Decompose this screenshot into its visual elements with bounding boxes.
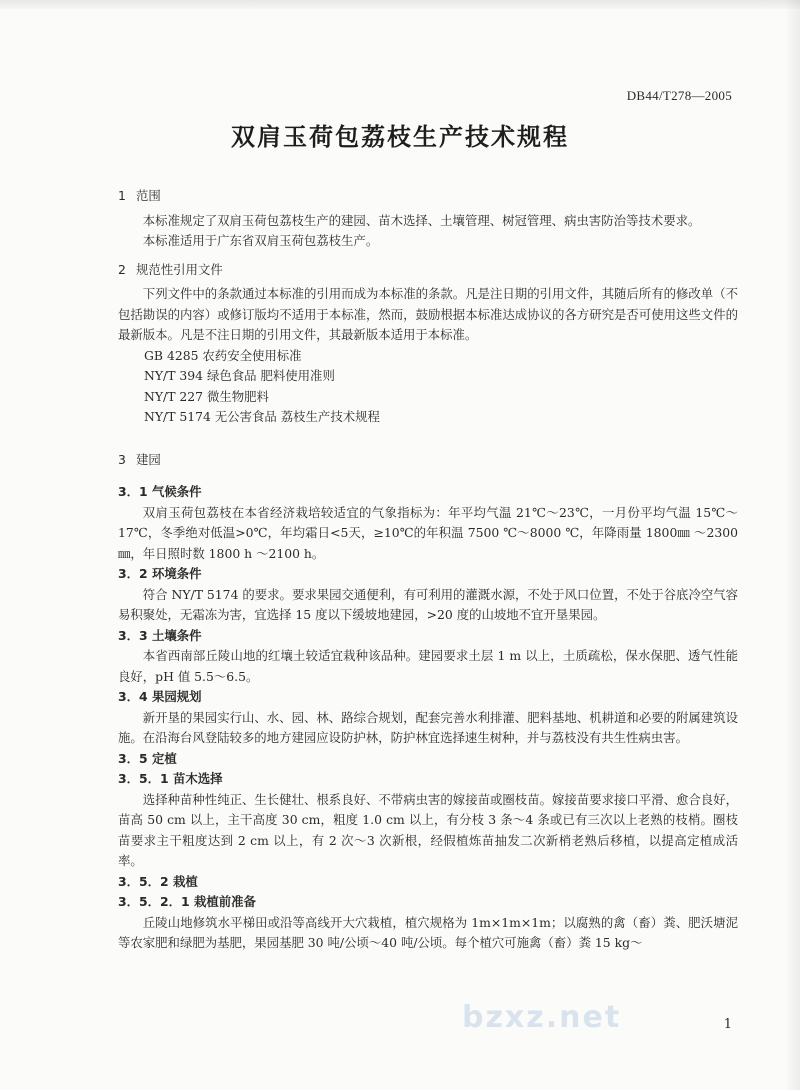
subsection-heading: 3．5 定植 xyxy=(118,750,177,766)
section-2-heading: 2 规范性引用文件 xyxy=(118,261,223,277)
subsection-paragraph: 新开垦的果园实行山、水、园、林、路综合规划，配套完善水利排灌、肥料基地、机耕道和必要的附属建筑设施。在沿海台风登陆较多的地方建园应设防护林，防护林宜选择速生树种，并与荔枝没有共生性病虫害。 xyxy=(118,709,738,745)
subsection-heading: 3．5．1 苗木选择 xyxy=(118,771,223,786)
reference-item: NY/T 5174 无公害食品 荔枝生产技术规程 xyxy=(144,409,380,424)
watermark: bzxz.net xyxy=(462,1000,622,1035)
reference-item: GB 4285 农药安全使用标准 xyxy=(144,347,302,363)
subsection-paragraph: 本省西南部丘陵山地的红壤土较适宜栽种该品种。建园要求土层 1 m 以上，土质疏松，保水保肥、透气性能良好，pH 值 5.5～6.5。 xyxy=(118,648,738,684)
right-scan-shadow xyxy=(784,0,800,1090)
section-1-heading: 1 范围 xyxy=(118,188,161,203)
document-body xyxy=(118,186,738,954)
section-1-paragraph: 本标准适用于广东省双肩玉荷包荔枝生产。 xyxy=(142,233,379,248)
subsection-heading: 3．5．2 栽植 xyxy=(118,873,198,889)
subsection-heading: 3．3 土壤条件 xyxy=(118,627,202,643)
section-1-paragraph: 本标准规定了双肩玉荷包荔枝生产的建园、苗木选择、土壤管理、树冠管理、病虫害防治等技术要求。 xyxy=(142,212,701,228)
subsection-heading: 3．5．2．1 栽植前准备 xyxy=(118,894,256,909)
subsection-paragraph: 双肩玉荷包荔枝在本省经济栽培较适宜的气象指标为：年平均气温 21℃～23℃，一月份平均气温 15℃～17℃，冬季绝对低温>0℃，年均霜日<5天，≥10℃的年积温 7500 ℃～8000 ℃，年降雨量 1800㎜ ～2300㎜，年日照时数 1800 h ～2100 h。 xyxy=(118,504,738,561)
reference-item: NY/T 227 微生物肥料 xyxy=(144,388,269,404)
subsection-heading: 3．2 环境条件 xyxy=(118,566,202,581)
section-2-paragraph: 下列文件中的条款通过本标准的引用而成为本标准的条款。凡是注日期的引用文件，其随后所有的修改单（不包括勘误的内容）或修订版均不适用于本标准，然而，鼓励根据本标准达成协议的各方研究是否可使用这些文件的最新版本。凡是不注日期的引用文件，其最新版本适用于本标准。 xyxy=(118,286,738,342)
subsection-heading: 3．4 果园规划 xyxy=(118,689,202,704)
page-number: 1 xyxy=(723,1017,732,1032)
document-title: 双肩玉荷包荔枝生产技术规程 xyxy=(231,123,569,151)
subsection-paragraph: 丘陵山地修筑水平梯田或沿等高线开大穴栽植，植穴规格为 1m×1m×1m；以腐熟的禽（畜）粪、肥沃塘泥等农家肥和绿肥为基肥，果园基肥 30 吨/公顷～40 吨/公顷。每个植穴可施禽（畜）粪 15 kg～ xyxy=(118,914,738,950)
subsection-paragraph: 符合 NY/T 5174 的要求。要求果园交通便利，有可利用的灌溉水源，不处于风口位置，不处于谷底冷空气容易积聚处，无霜冻为害，宜选择 15 度以下缓坡地建园，>20 度的山坡地不宜开垦果园。 xyxy=(118,586,739,622)
subsection-paragraph: 选择种苗种性纯正、生长健壮、根系良好、不带病虫害的嫁接苗或圈枝苗。嫁接苗要求接口平滑、愈合良好，苗高 50 cm 以上，主干高度 30 cm，粗度 1.0 cm 以上，有分枝 3 条～4 条或已有三次以上老熟的枝梢。圈枝苗要求主干粗度达到 2 cm 以上，有 2 次～3 次新根，经假植炼苗抽发二次新梢老熟后移植，以提高定植成活率。 xyxy=(118,791,738,868)
standard-number: DB44/T278—2005 xyxy=(626,88,732,103)
reference-item: NY/T 394 绿色食品 肥料使用准则 xyxy=(144,368,335,383)
section-3-heading: 3 建园 xyxy=(118,451,161,467)
top-scan-edge xyxy=(0,0,800,9)
subsection-heading: 3．1 气候条件 xyxy=(118,484,202,499)
